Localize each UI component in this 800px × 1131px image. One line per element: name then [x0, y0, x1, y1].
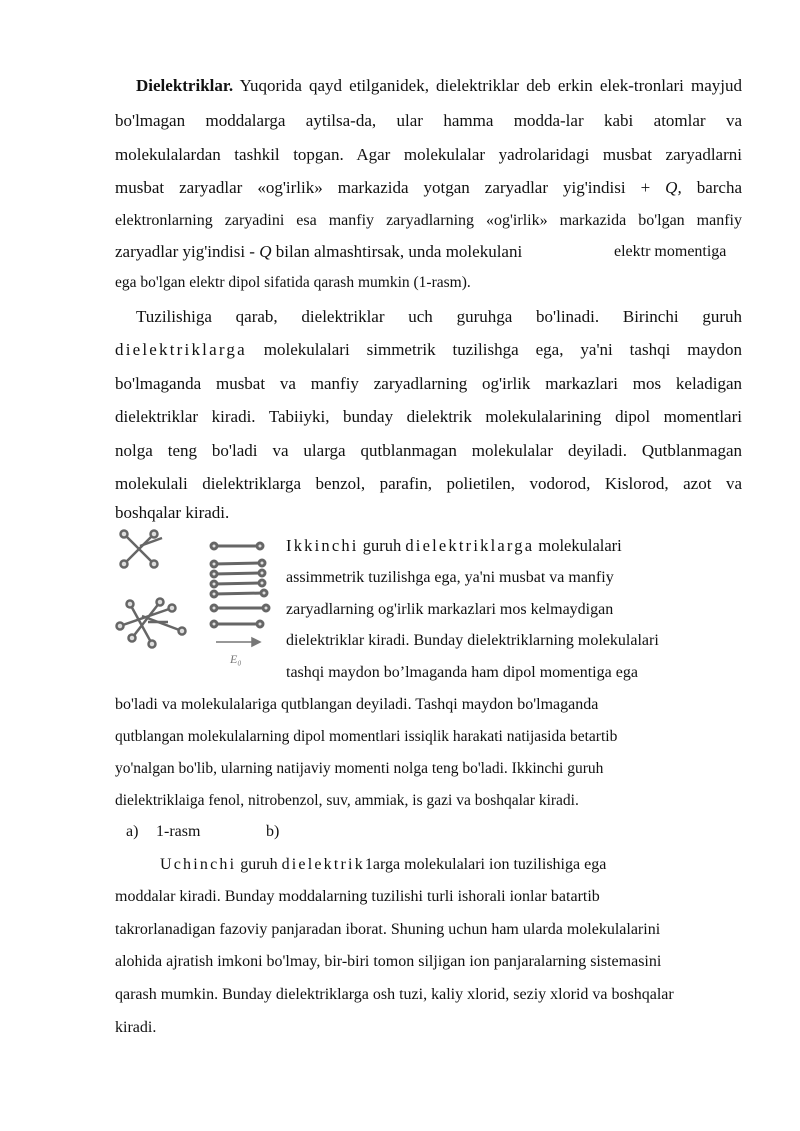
p1-line-1-text: Yuqorida qayd etilganidek, dielektriklar deb erkin elek-tronlari mayjud: [239, 76, 742, 95]
spaced-uchinchi: Uchinchi: [160, 856, 237, 873]
p4-line-1: [160, 855, 606, 875]
charge-q-symbol: Q,: [665, 178, 682, 197]
spaced-term: dielektriklarga: [115, 340, 247, 359]
p1-line-7: ega bo'lgan elektr dipol sifatida qarash mumkin (1-rasm).: [115, 274, 471, 291]
p2-line-3: bo'lmaganda musbat va manfiy zaryadlarning og'irlik markazlari mos keladigan: [115, 374, 742, 393]
spaced-dielektriklarga: dielektriklarga: [405, 536, 535, 555]
p4-line-3: takrorlanadigan fazoviy panjaradan iborat. Shuning uchun ham ularda molekulalarini: [115, 921, 661, 938]
p2-line-2-rest: molekulalari simmetrik tuzilishga ega, ya'ni tashqi maydon: [263, 340, 743, 359]
p1-line-6-a: zaryadlar yig'indisi -: [115, 242, 255, 261]
p3-line-9: dielektriklaiga fenol, nitrobenzol, suv, ammiak, is gazi va boshqalar kiradi.: [115, 792, 579, 809]
section-heading: Dielektriklar.: [136, 76, 234, 95]
p3-line-7: qutblangan molekulalarning dipol momentlari issiqlik harakati natijasida betartib: [115, 728, 618, 745]
p2-line-1: Tuzilishiga qarab, dielektriklar uch guruhga bo'linadi. Birinchi guruh: [136, 307, 742, 326]
molecule-diagram: [112, 526, 282, 671]
p1-line-6: [115, 242, 522, 262]
aligned-dipoles: [211, 543, 269, 627]
p3-guruh: guruh: [362, 536, 402, 555]
caption-a: a): [126, 823, 139, 840]
p4-line-1-rest: 1arga molekulalari ion tuzilishiga ega: [364, 856, 607, 873]
p4-line-5: qarash mumkin. Bunday dielektriklarga osh tuzi, kaliy xlorid, seziy xlorid va boshqalar: [115, 986, 674, 1003]
p2-line-5: nolga teng bo'ladi va ularga qutblanmagan molekulalar deyiladi. Qutblanmagan: [115, 441, 742, 460]
p1-line-4-b: barcha: [696, 178, 743, 197]
p3-line-4: dielektriklar kiradi. Bunday dielektriklarning molekulalari: [286, 632, 659, 649]
spaced-dielektrik: dielektrik: [281, 856, 365, 873]
caption-rasm: 1-rasm: [156, 823, 201, 840]
p1-line-2: bo'lmagan moddalarga aytilsa-da, ular hamma modda-lar kabi atomlar va: [115, 111, 742, 130]
p1-line-1: [136, 76, 742, 96]
p1-line-5: elektronlarning zaryadini esa manfiy zaryadlarning «og'irlik» markazida bo'lgan manfiy: [115, 212, 742, 229]
p2-line-7: boshqalar kiradi.: [115, 503, 230, 522]
p3-line-6: bo'ladi va molekulalariga qutblangan deyiladi. Tashqi maydon bo'lmaganda: [115, 696, 599, 713]
p3-line-5: tashqi maydon bo’lmaganda ham dipol momentiga ega: [286, 664, 638, 681]
charge-q-symbol-2: Q: [259, 242, 272, 261]
p4-line-6: kiradi.: [115, 1019, 157, 1036]
p1-line-6-c: elektr momentiga: [614, 243, 727, 260]
figure-1-molecules: [112, 526, 282, 671]
p2-line-6: molekulali dielektriklarga benzol, parafin, polietilen, vodorod, Kislorod, azot va: [115, 474, 742, 493]
field-label: E₀: [230, 652, 242, 666]
p1-line-4: [115, 178, 742, 198]
caption-b: b): [266, 823, 280, 840]
p4-line-2: moddalar kiradi. Bunday moddalarning tuzilishi turli ishorali ionlar batartib: [115, 888, 600, 905]
symmetric-molecule-a: [121, 531, 163, 568]
p1-line-4-a: musbat zaryadlar «og'irlik» markazida yotgan zaryadlar yig'indisi +: [115, 178, 651, 197]
p3-molekulalari: molekulalari: [538, 536, 622, 555]
p4-line-4: alohida ajratish imkoni bo'lmay, bir-biri tomon siljigan ion panjaralarning sistemasini: [115, 953, 662, 970]
p3-line-3: zaryadlarning og'irlik markazlari mos kelmaydigan: [286, 601, 614, 618]
random-dipoles-cluster: [117, 599, 186, 648]
spaced-ikkinchi: Ikkinchi: [286, 536, 359, 555]
p3-line-2: assimmetrik tuzilishga ega, ya'ni musbat va manfiy: [286, 569, 614, 586]
p2-line-2: [115, 340, 742, 360]
p4-guruh: guruh: [240, 856, 278, 873]
p3-line-1: [286, 536, 622, 556]
field-arrow: [216, 638, 260, 646]
p1-line-3: molekulalardan tashkil topgan. Agar molekulalar yadrolaridagi musbat zaryadlarni: [115, 145, 742, 164]
p2-line-4: dielektriklar kiradi. Tabiiyki, bunday dielektrik molekulalarining dipol momentlari: [115, 407, 742, 426]
p1-line-6-b: bilan almashtirsak, unda molekulani: [275, 242, 523, 261]
p3-line-8: yo'nalgan bo'lib, ularning natijaviy momenti nolga teng bo'ladi. Ikkinchi guruh: [115, 760, 604, 777]
